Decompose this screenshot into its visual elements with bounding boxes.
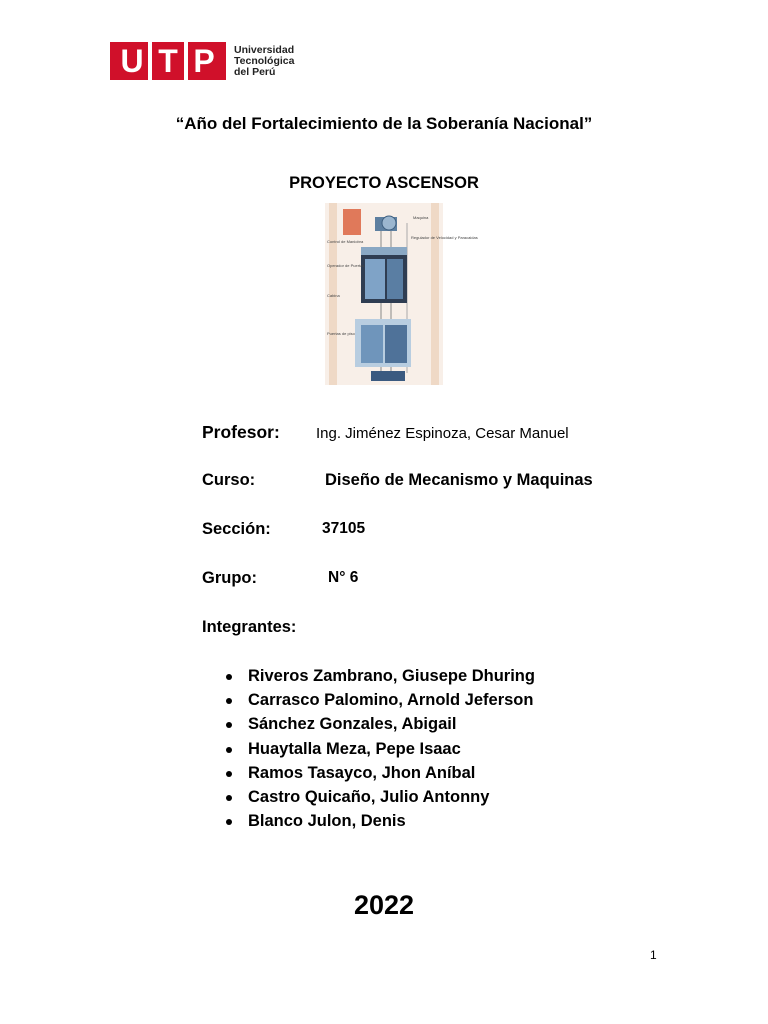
year: 2022 xyxy=(353,890,415,920)
pit-buffer xyxy=(371,371,405,381)
curso-label: Curso: xyxy=(202,471,256,489)
logo-line-2: Tecnológica xyxy=(234,54,295,67)
list-item: Huaytalla Meza, Pepe Isaac xyxy=(222,737,535,761)
elevator-illustration xyxy=(325,203,478,385)
machine-pulley xyxy=(382,216,396,230)
label-puertas: Puertas de piso xyxy=(327,331,355,336)
integrantes-label: Integrantes: xyxy=(202,618,297,636)
grupo-label: Grupo: xyxy=(202,569,257,587)
logo-letter-t: T xyxy=(158,43,178,79)
logo-letter-u: U xyxy=(120,43,144,79)
seccion-row xyxy=(202,520,366,539)
utp-logo xyxy=(110,42,294,80)
profesor-value: Ing. Jiménez Espinoza, Cesar Manuel xyxy=(316,425,569,442)
logo-mark xyxy=(110,42,226,80)
list-item: Ramos Tasayco, Jhon Aníbal xyxy=(222,761,535,785)
page-number: 1 xyxy=(650,948,657,962)
logo-line-3: del Perú xyxy=(234,65,276,78)
list-item: Carrasco Palomino, Arnold Jeferson xyxy=(222,688,535,712)
curso-value: Diseño de Mecanismo y Maquinas xyxy=(325,471,593,489)
shaft-wall-right xyxy=(431,203,439,385)
profesor-label: Profesor: xyxy=(202,422,280,442)
list-item: Sánchez Gonzales, Abigail xyxy=(222,712,535,736)
label-operador: Operador de Puertas xyxy=(327,263,365,268)
seccion-label: Sección: xyxy=(202,520,271,538)
logo-line-1: Universidad xyxy=(234,43,295,56)
list-item: Castro Quicaño, Julio Antonny xyxy=(222,785,535,809)
curso-row xyxy=(202,471,593,490)
grupo-value: N° 6 xyxy=(328,569,359,586)
label-control: Control de Maniobra xyxy=(327,239,364,244)
door-operator xyxy=(361,247,407,255)
label-maquina: Maquina xyxy=(413,215,429,220)
profesor-row xyxy=(202,422,569,443)
landing-door-right xyxy=(385,325,407,363)
list-item: Riveros Zambrano, Giusepe Dhuring xyxy=(222,664,535,688)
label-regulador: Regulador de Velocidad y Paracaidas xyxy=(411,235,478,240)
year-motto: “Año del Fortalecimiento de la Soberanía Nacional” xyxy=(175,114,593,133)
logo-text xyxy=(234,45,294,78)
cabin-door-left xyxy=(365,259,385,299)
document-title: PROYECTO ASCENSOR xyxy=(289,174,479,192)
grupo-row xyxy=(202,569,359,588)
landing-door-left xyxy=(361,325,383,363)
list-item: Blanco Julon, Denis xyxy=(222,809,535,833)
control-cabinet xyxy=(343,209,361,235)
label-cabina: Cabina xyxy=(327,293,340,298)
members-list xyxy=(222,664,535,833)
logo-letter-p: P xyxy=(193,43,215,79)
seccion-value: 37105 xyxy=(322,520,366,537)
cabin-door-right xyxy=(387,259,403,299)
